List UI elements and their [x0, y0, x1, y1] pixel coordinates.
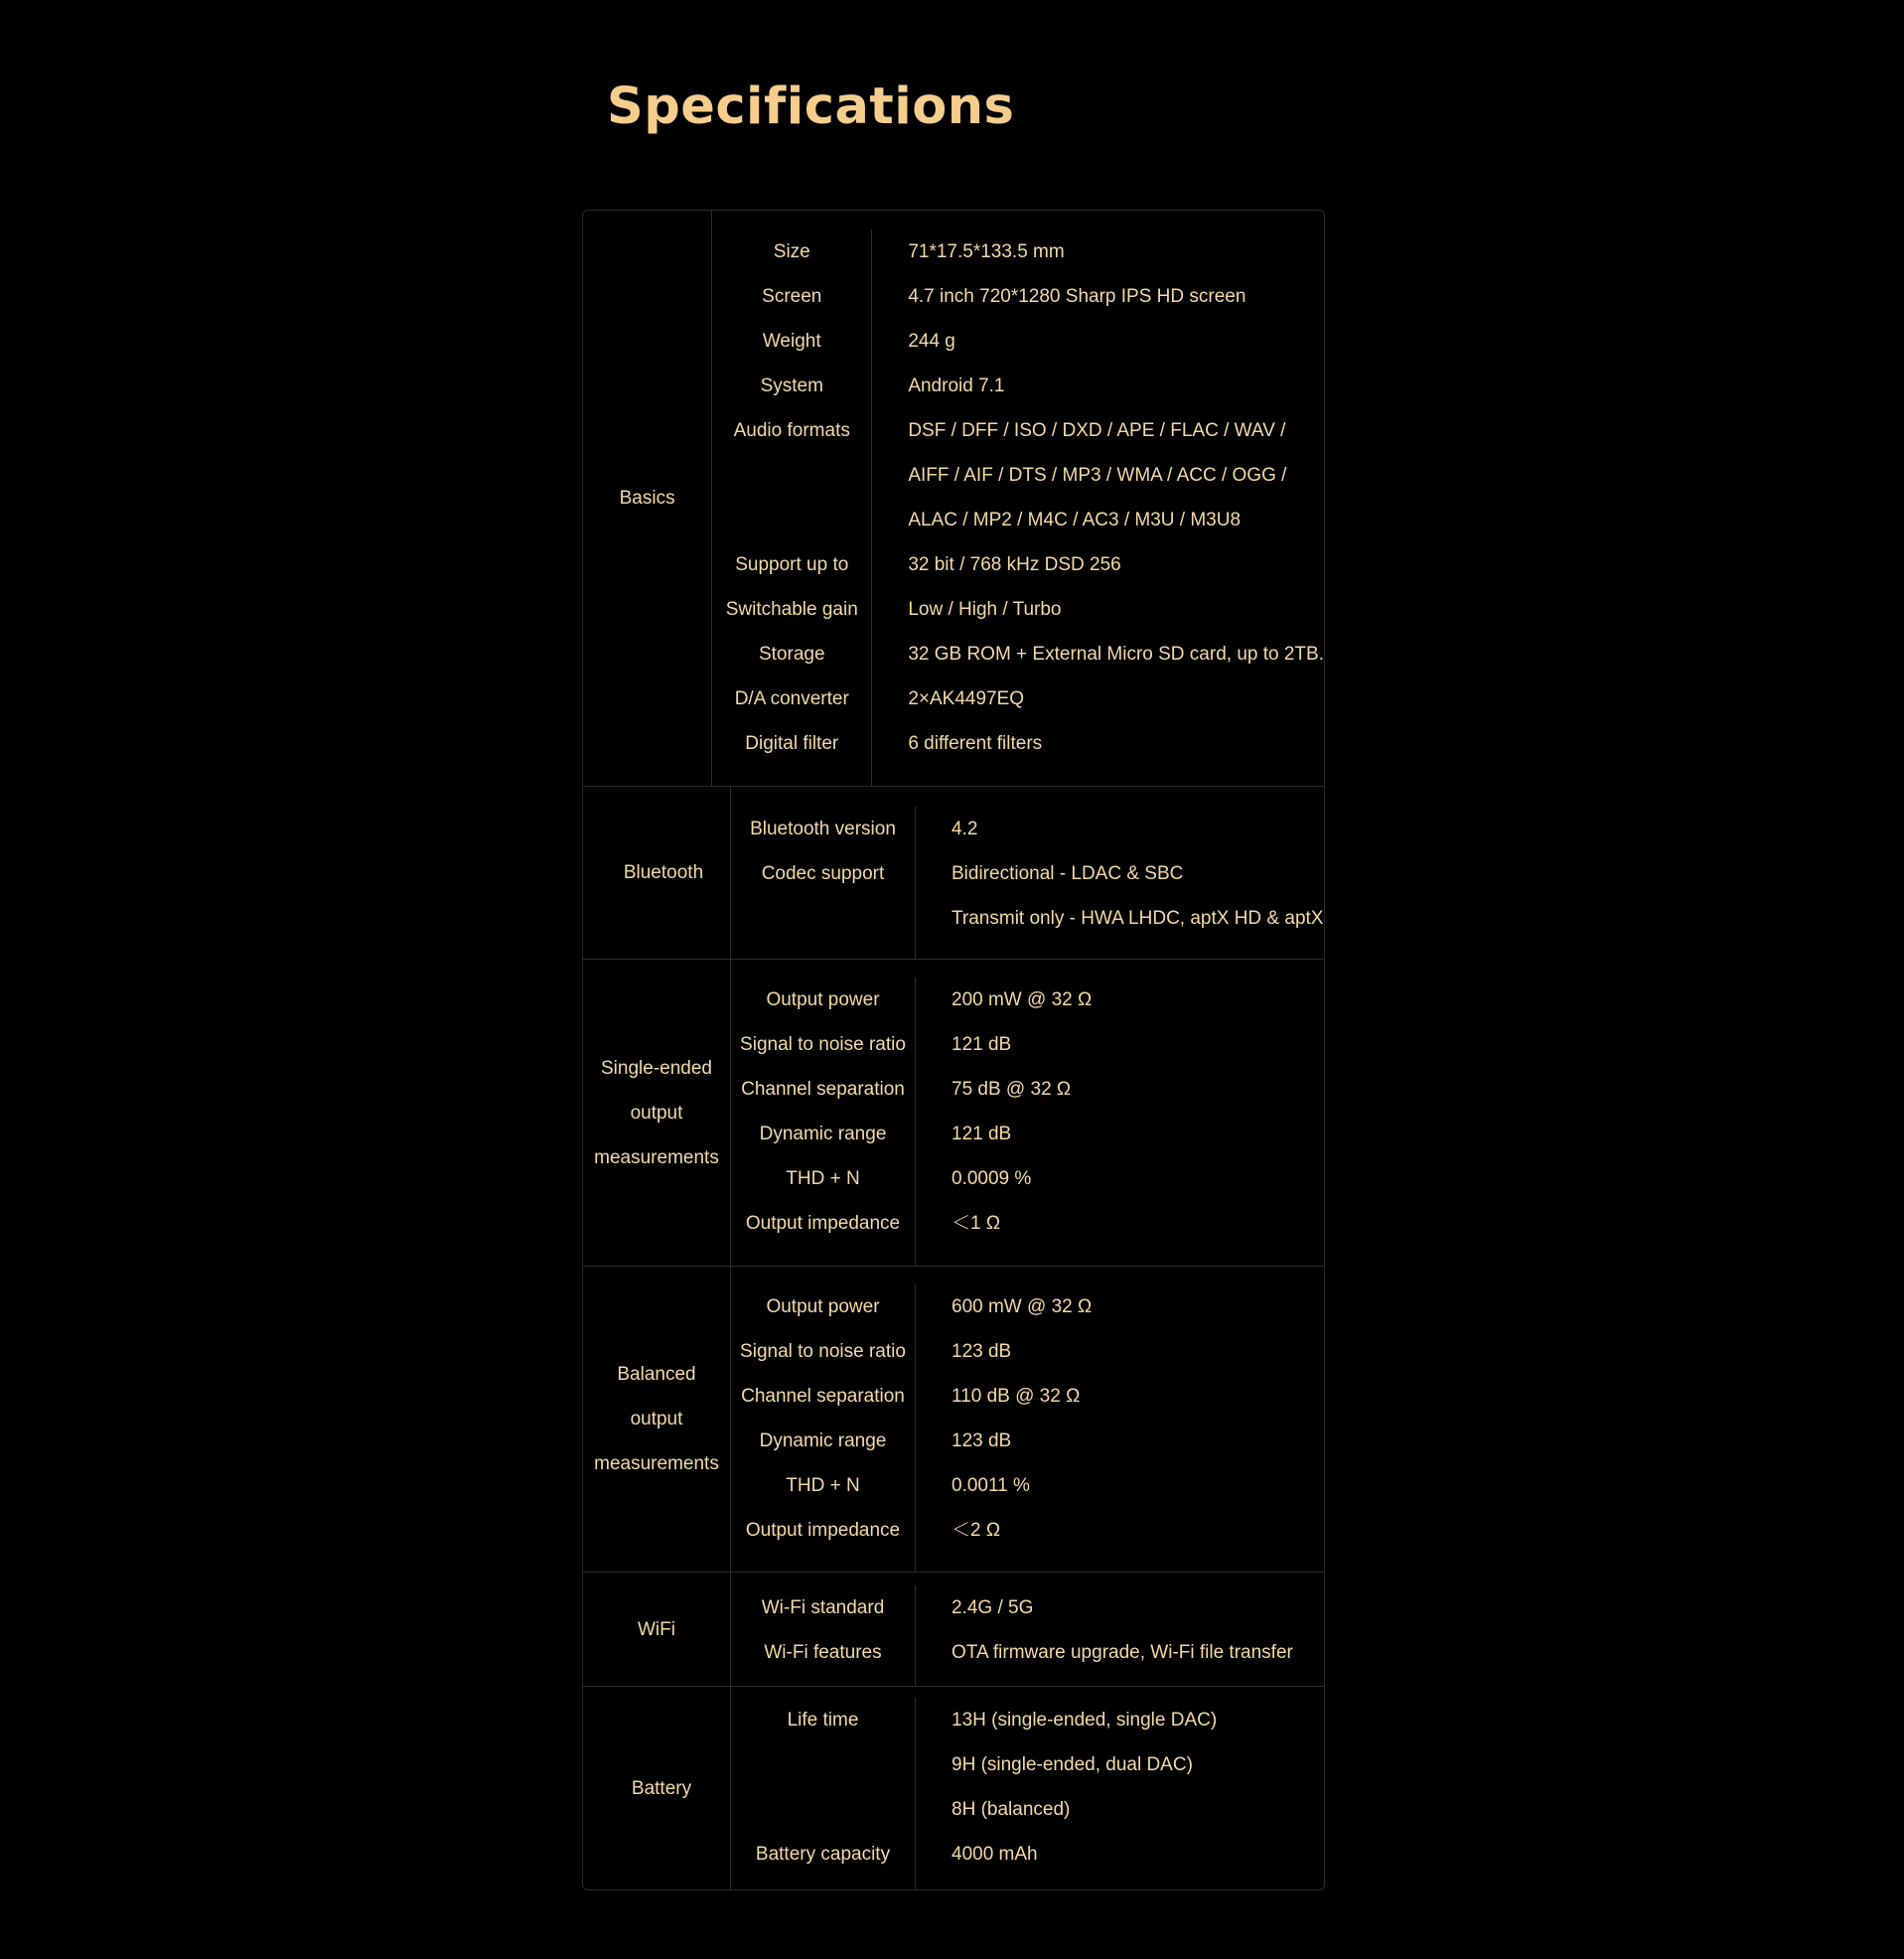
section-wifi	[583, 1572, 1324, 1686]
param-label: Battery capacity	[755, 1844, 891, 1865]
spec-value: 110 dB @ 32 Ω	[952, 1386, 1081, 1407]
param-label: Dynamic range	[759, 1431, 887, 1451]
category-label: WiFi	[638, 1618, 675, 1640]
param-label: System	[760, 376, 823, 396]
param-label	[712, 453, 871, 498]
category-label: output	[630, 1102, 683, 1124]
param-column	[731, 1284, 916, 1572]
spec-value: 0.0009 %	[952, 1168, 1032, 1189]
category-label: Basics	[619, 488, 675, 509]
category-label: output	[630, 1409, 683, 1430]
param-label: Audio formats	[733, 420, 850, 441]
param-label: Size	[773, 241, 810, 262]
param-label: Signal to noise ratio	[740, 1034, 906, 1055]
param-column	[731, 1698, 916, 1889]
spec-value: Transmit only - HWA LHDC, aptX HD & aptX	[952, 908, 1324, 929]
param-label: Output impedance	[745, 1213, 901, 1234]
category-cell	[583, 1687, 731, 1889]
category-cell	[583, 787, 731, 959]
param-label: Weight	[762, 331, 821, 352]
spec-value: DSF / DFF / ISO / DXD / APE / FLAC / WAV /	[908, 420, 1286, 441]
param-label: Switchable gain	[725, 599, 858, 620]
spec-value: 123 dB	[952, 1431, 1012, 1451]
param-label: Output power	[766, 989, 880, 1010]
param-label	[712, 498, 871, 542]
param-column	[712, 229, 872, 786]
category-cell	[583, 1267, 731, 1572]
value-column	[916, 978, 1324, 1266]
param-label: Output impedance	[745, 1520, 901, 1541]
value-column	[872, 229, 1324, 786]
section-balanced	[583, 1266, 1324, 1572]
spec-value: 200 mW @ 32 Ω	[952, 989, 1093, 1010]
spec-value: 8H (balanced)	[952, 1799, 1071, 1820]
spec-table	[582, 210, 1325, 1890]
category-label: Single-ended	[601, 1057, 712, 1079]
param-label: Signal to noise ratio	[740, 1341, 906, 1362]
param-label: Digital filter	[745, 733, 839, 754]
spec-value: 4.2	[952, 819, 978, 839]
section-battery	[583, 1686, 1324, 1889]
spec-value: 123 dB	[952, 1341, 1012, 1362]
spec-value: 6 different filters	[908, 733, 1043, 754]
category-label: Balanced	[617, 1364, 696, 1385]
param-column	[731, 1585, 916, 1686]
param-label: Channel separation	[741, 1079, 905, 1100]
param-label: THD + N	[786, 1168, 860, 1189]
spec-value: OTA firmware upgrade, Wi-Fi file transfer	[952, 1642, 1293, 1663]
spec-value: 13H (single-ended, single DAC)	[952, 1710, 1218, 1731]
value-column	[916, 1585, 1324, 1686]
spec-value: AIFF / AIF / DTS / MP3 / WMA / ACC / OGG /	[908, 465, 1287, 486]
section-basics	[583, 211, 1324, 786]
value-column	[916, 1284, 1324, 1572]
param-column	[731, 978, 916, 1266]
param-label: Wi-Fi standard	[761, 1597, 885, 1618]
spec-value: 121 dB	[952, 1034, 1012, 1055]
spec-value: 0.0011 %	[952, 1475, 1030, 1496]
spec-value: 244 g	[908, 331, 955, 352]
category-label: measurements	[594, 1453, 719, 1474]
category-label: Bluetooth	[623, 862, 704, 883]
section-single-ended	[583, 959, 1324, 1266]
param-label	[731, 896, 915, 941]
spec-value: 2.4G / 5G	[952, 1597, 1034, 1618]
category-cell	[583, 211, 712, 786]
spec-value: ＜1 Ω	[952, 1213, 1001, 1234]
spec-value: 121 dB	[952, 1124, 1012, 1144]
spec-value: 4.7 inch 720*1280 Sharp IPS HD screen	[908, 286, 1246, 307]
spec-value: 32 bit / 768 kHz DSD 256	[908, 554, 1121, 575]
spec-value: 4000 mAh	[952, 1844, 1038, 1865]
category-cell	[583, 1573, 731, 1686]
param-label: Channel separation	[741, 1386, 905, 1407]
spec-value: 71*17.5*133.5 mm	[908, 241, 1065, 262]
category-label: Battery	[631, 1777, 692, 1799]
param-label: Codec support	[761, 863, 885, 884]
spec-value: ＜2 Ω	[952, 1520, 1001, 1541]
spec-value: 32 GB ROM + External Micro SD card, up to 2TB.	[908, 644, 1324, 665]
spec-value: 75 dB @ 32 Ω	[952, 1079, 1072, 1100]
param-label: Storage	[758, 644, 825, 665]
spec-value: ALAC / MP2 / M4C / AC3 / M3U / M3U8	[908, 510, 1242, 530]
param-label	[731, 1742, 915, 1787]
category-label: measurements	[594, 1146, 719, 1168]
value-column	[916, 1698, 1324, 1889]
spec-value: Low / High / Turbo	[908, 599, 1062, 620]
spec-value: 9H (single-ended, dual DAC)	[952, 1754, 1193, 1775]
spec-value: Bidirectional - LDAC & SBC	[952, 863, 1184, 884]
spec-value: Android 7.1	[908, 376, 1005, 396]
param-label: Output power	[766, 1296, 880, 1317]
param-label: Support up to	[735, 554, 849, 575]
section-bluetooth	[583, 786, 1324, 959]
param-label: THD + N	[786, 1475, 860, 1496]
param-label: Screen	[762, 286, 822, 307]
spec-value: 2×AK4497EQ	[908, 688, 1025, 709]
page-title: Specifications	[607, 77, 1015, 136]
value-column	[916, 807, 1324, 959]
param-label: Dynamic range	[759, 1124, 887, 1144]
param-label	[731, 1787, 915, 1832]
spec-value: 600 mW @ 32 Ω	[952, 1296, 1093, 1317]
param-label: Bluetooth version	[750, 819, 896, 839]
category-cell	[583, 960, 731, 1266]
param-label: Wi-Fi features	[764, 1642, 882, 1663]
param-column	[731, 807, 916, 959]
param-label: Life time	[787, 1710, 859, 1731]
param-label: D/A converter	[734, 688, 849, 709]
